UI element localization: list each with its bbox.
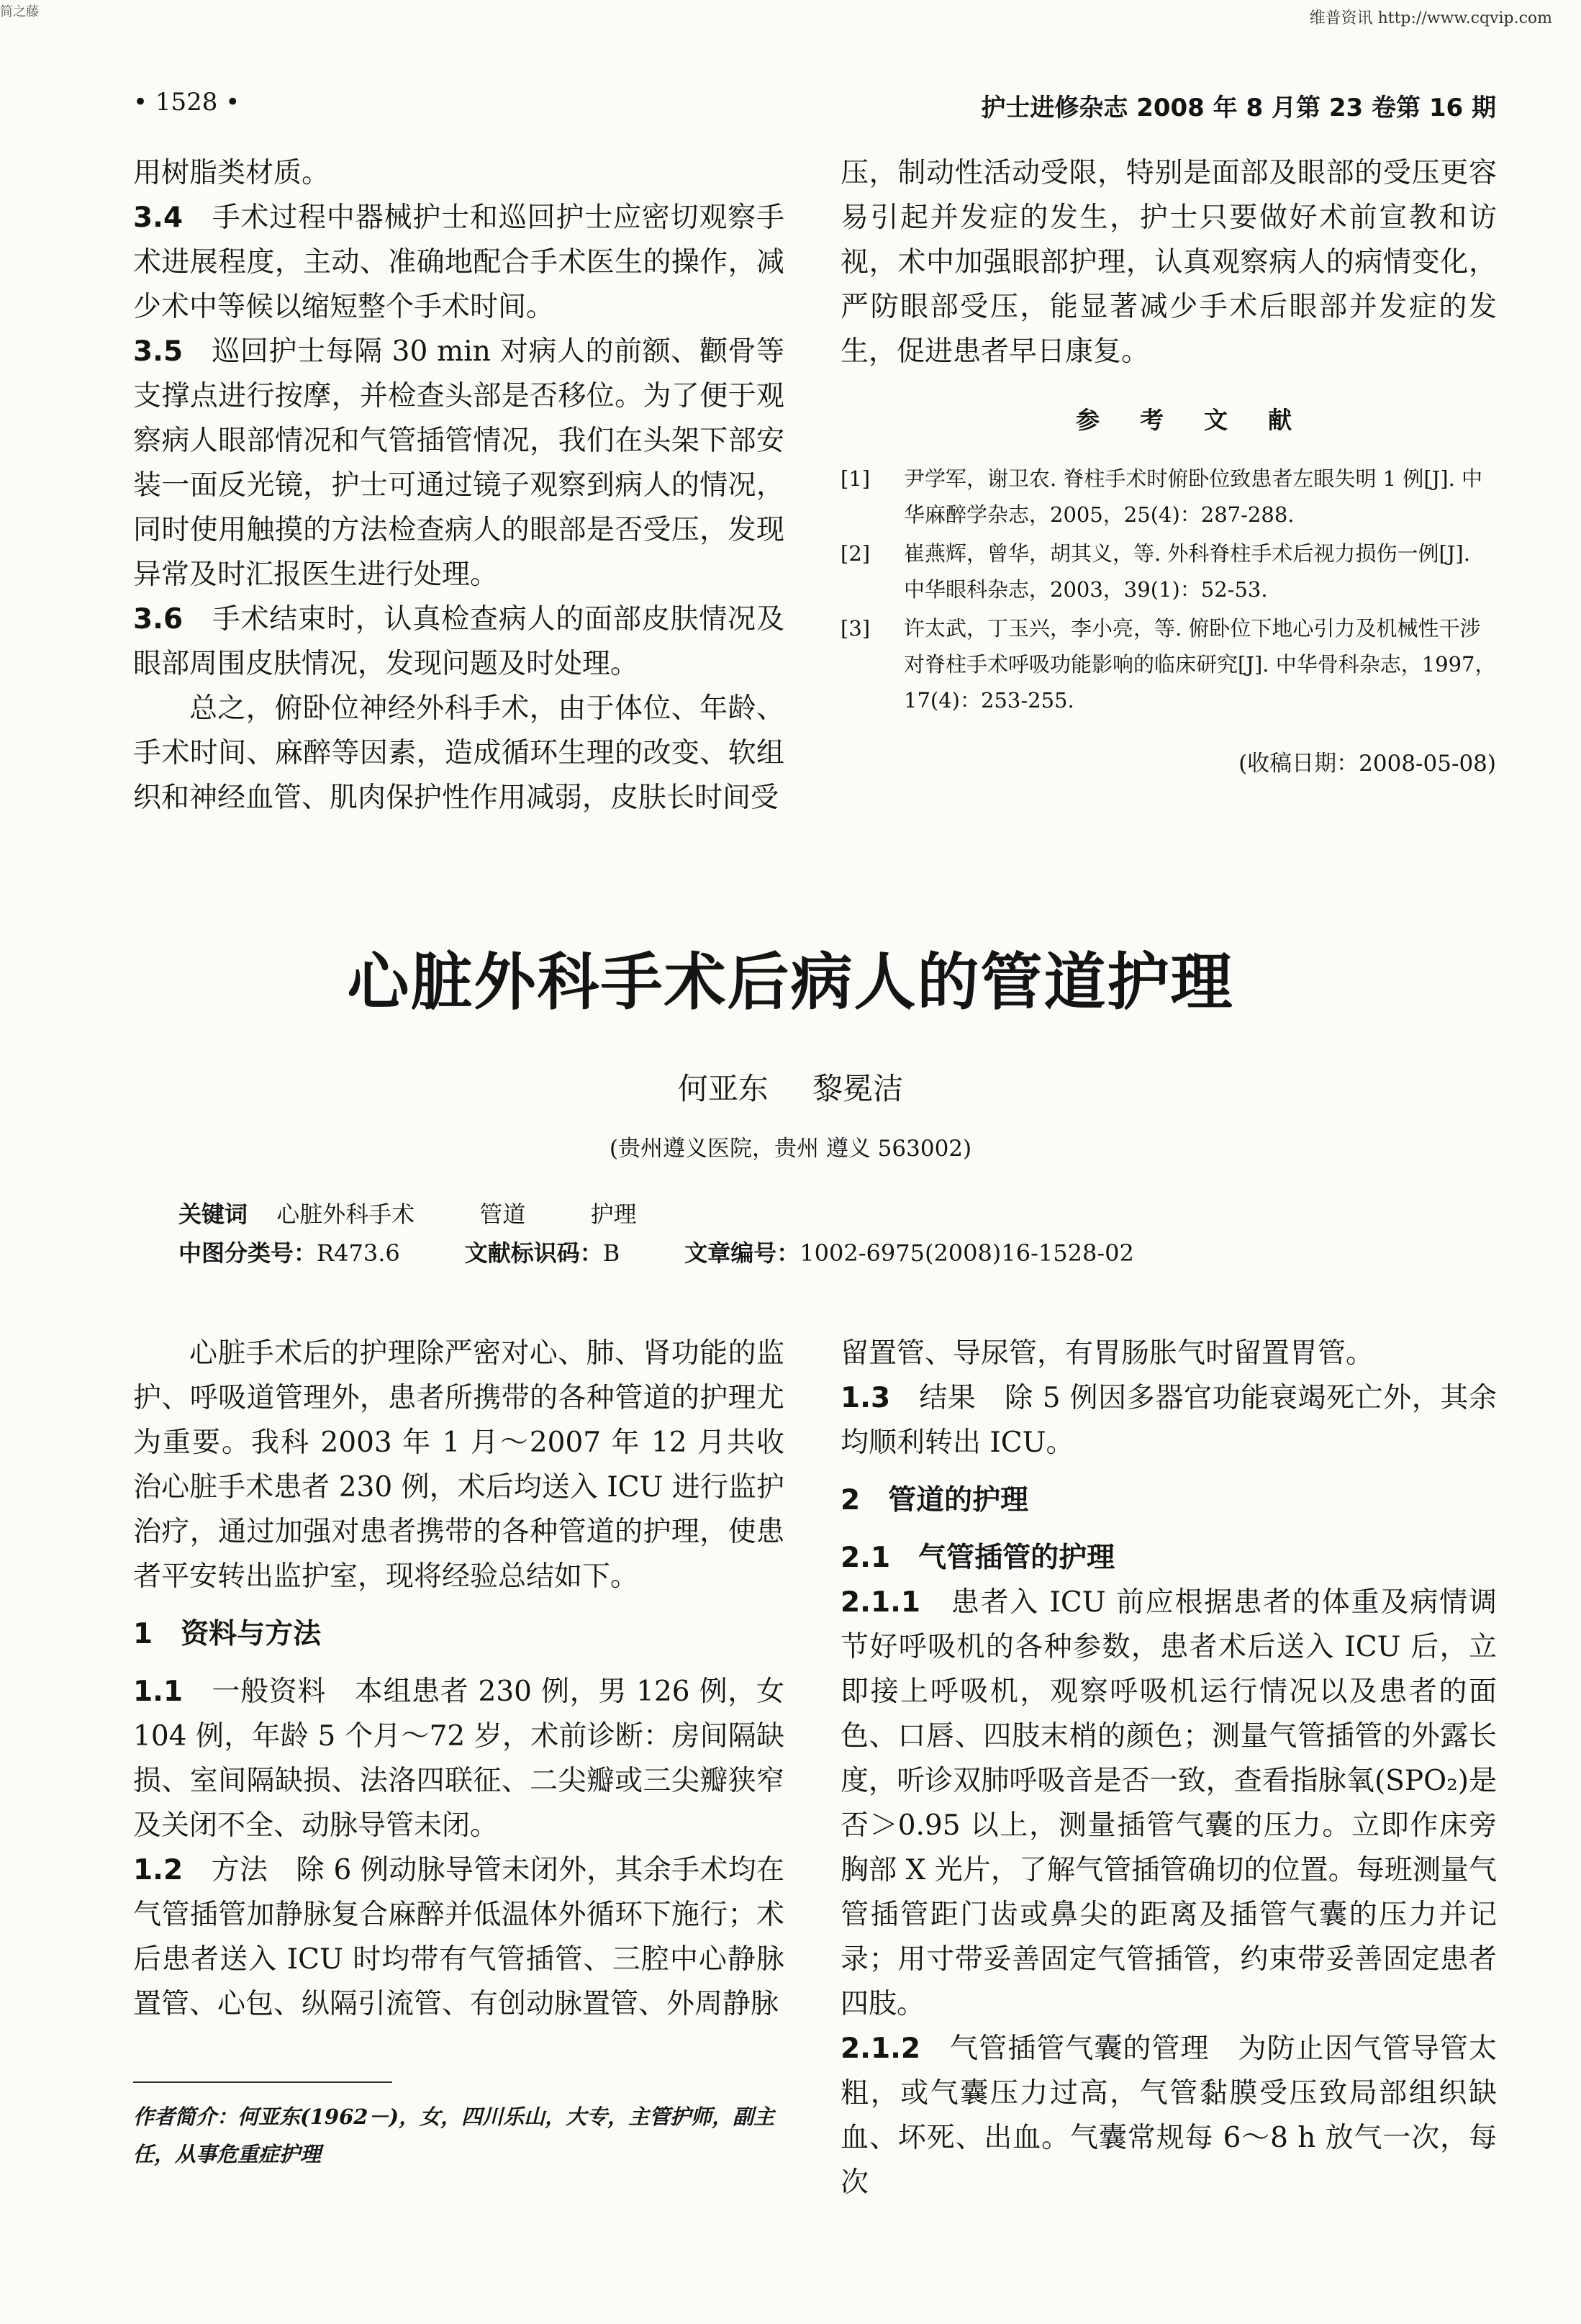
keyword: 管道 <box>479 1201 526 1228</box>
section-heading-2: 2 管道的护理 <box>841 1484 1029 1516</box>
page-number: • 1528 • <box>133 88 240 117</box>
clc-value: R473.6 <box>317 1239 400 1267</box>
doc-code-label: 文献标识码： <box>464 1239 603 1267</box>
article-no-value: 1002-6975(2008)16-1528-02 <box>799 1239 1134 1267</box>
prev-article-left-column <box>133 151 784 820</box>
journal-header: 护士进修杂志 2008 年 8 月第 23 卷第 16 期 <box>981 94 1496 122</box>
section-heading-1: 1 资料与方法 <box>133 1618 322 1650</box>
received-date: (收稿日期：2008-05-08) <box>1238 751 1496 777</box>
references-title: 参考文献 <box>1076 406 1332 434</box>
prev-left-item-3-4: 3.4 手术过程中器械护士和巡回护士应密切观察手术进展程度，主动、准确地配合手术医生的操作，减少术中等候以缩短整个手术时间。 <box>133 202 784 323</box>
article-right-column <box>841 1331 1497 2205</box>
keywords-label: 关键词 <box>178 1201 248 1228</box>
footnote-rule <box>133 2081 392 2083</box>
clc-label: 中图分类号： <box>178 1239 317 1267</box>
item-2-1-2: 2.1.2 气管插管气囊的管理 为防止因气管导管太粗，或气囊压力过高，气管黏膜受压致局部组织缺血、坏死、出血。气囊常规每 6～8 h 放气一次，每次 <box>841 2033 1497 2199</box>
prev-left-item-3-5: 3.5 巡回护士每隔 30 min 对病人的前额、颧骨等支撑点进行按摩，并检查头部是否移位。为了便于观察病人眼部情况和气管插管情况，我们在头架下部安装一面反光镜，护士可通过镜子观察到病人的情况，同时使用触摸的方法检查病人的眼部是否受压，发现异常及时汇报医生进行处理。 <box>133 335 784 591</box>
intro-paragraph: 心脏手术后的护理除严密对心、肺、肾功能的监护、呼吸道管理外，患者所携带的各种管道的护理尤为重要。我科 2003 年 1 月～2007 年 12 月共收治心脏手术患者 230 例，术后均送入 ICU 进行监护治疗，通过加强对患者携带的各种管道的护理，使患者平安转出监护室，现将经验总结如下。 <box>133 1337 784 1593</box>
prev-left-conclusion: 总之，俯卧位神经外科手术，由于体位、年龄、手术时间、麻醉等因素，造成循环生理的改变、软组织和神经血管、肌肉保护性作用减弱，皮肤长时间受 <box>133 692 784 814</box>
subheading-2-1: 2.1 气管插管的护理 <box>841 1542 1115 1574</box>
keyword: 心脏外科手术 <box>276 1201 415 1228</box>
reference-item: [3] 许太武，丁玉兴，李小亮，等. 俯卧位下地心引力及机械性干涉对脊柱手术呼吸功能影响的临床研究[J]. 中华骨科杂志，1997，17(4)：253-255. <box>841 616 1496 713</box>
article-title: 心脏外科手术后病人的管道护理 <box>347 946 1234 1018</box>
item-1-2: 1.2 方法 除 6 例动脉导管未闭外，其余手术均在气管插管加静脉复合麻醉并低温体外循环下施行；术后患者送入 ICU 时均带有气管插管、三腔中心静脉置管、心包、纵隔引流管、有创动脉置管、外周静脉 <box>133 1854 784 2020</box>
keyword: 护理 <box>590 1201 637 1228</box>
item-1-3: 1.3 结果 除 5 例因多器官功能衰竭死亡外，其余均顺利转出 ICU。 <box>841 1382 1497 1459</box>
item-1-1: 1.1 一般资料 本组患者 230 例，男 126 例，女 104 例，年龄 5 个月～72 岁，术前诊断：房间隔缺损、室间隔缺损、法洛四联征、二尖瓣或三尖瓣狭窄及关闭不全、动脉导管未闭。 <box>133 1676 784 1842</box>
prev-left-p0: 用树脂类材质。 <box>133 157 330 189</box>
doc-code-value: B <box>602 1239 620 1267</box>
keywords-line <box>178 1196 637 1229</box>
article-left-column <box>133 1331 784 2027</box>
reference-item: [2] 崔燕辉，曾华，胡其义，等. 外科脊柱手术后视力损伤一例[J]. 中华眼科杂志，2003，39(1)：52-53. <box>841 541 1470 602</box>
classification-line <box>178 1235 1134 1268</box>
article-no-label: 文章编号： <box>684 1239 800 1267</box>
article-authors: 何亚东 黎冕洁 <box>677 1071 904 1106</box>
site-watermark: 维普资讯 http://www.cqvip.com <box>1309 9 1552 27</box>
prev-right-text: 压，制动性活动受限，特别是面部及眼部的受压更容易引起并发症的发生，护士只要做好术前宣教和访视，术中加强眼部护理，认真观察病人的病情变化，严防眼部受压，能显著减少手术后眼部并发症的发生，促进患者早日康复。 <box>841 157 1497 368</box>
references-list <box>841 461 1497 721</box>
article-affiliation: (贵州遵义医院，贵州 遵义 563002) <box>609 1136 972 1162</box>
author-footnote: 作者简介：何亚东(1962－)，女，四川乐山，大专，主管护师，副主任，从事危重症护理 <box>133 2104 775 2166</box>
right-continuation: 留置管、导尿管，有胃肠胀气时留置胃管。 <box>841 1337 1374 1370</box>
item-2-1-1: 2.1.1 患者入 ICU 前应根据患者的体重及病情调节好呼吸机的各种参数，患者术后送入 ICU 后，立即接上呼吸机，观察呼吸机运行情况以及患者的面色、口唇、四肢末梢的颜色；测量气管插管的外露长度，听诊双肺呼吸音是否一致，查看指脉氧(SPO₂)是否＞0.95 以上，测量插管气囊的压力。立即作床旁胸部 X 光片，了解气管插管确切的位置。每班测量气管插管距门齿或鼻尖的距离及插管气囊的压力并记录；用寸带妥善固定气管插管，约束带妥善固定患者四肢。 <box>841 1586 1497 2020</box>
prev-left-item-3-6: 3.6 手术结束时，认真检查病人的面部皮肤情况及眼部周围皮肤情况，发现问题及时处理。 <box>133 603 784 680</box>
prev-article-right-column <box>841 151 1497 374</box>
reference-item: [1] 尹学军，谢卫农. 脊柱手术时俯卧位致患者左眼失明 1 例[J]. 中华麻醉学杂志，2005，25(4)：287-288. <box>841 466 1483 527</box>
corner-mark: 简之藤 <box>0 4 39 19</box>
